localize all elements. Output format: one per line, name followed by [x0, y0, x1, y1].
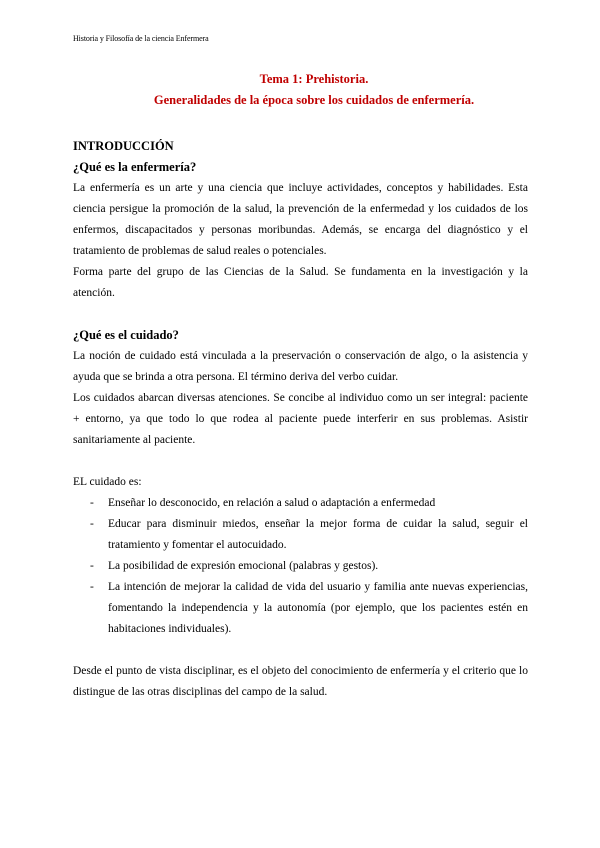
paragraph-care-scope: Los cuidados abarcan diversas atenciones. Se concibe al individuo como un ser integral: paciente + entorno, ya que todo lo que rodea al paciente puede interferir en sus problemas. Asistir sanitariamente al paciente.: [73, 392, 528, 446]
list-item-text: La intención de mejorar la calidad de vida del usuario y familia ante nuevas experiencias, fomentando la independencia y la autonomía (por ejemplo, que los pacientes estén en habitaciones individuales).: [108, 581, 528, 635]
question-heading-nursing: ¿Qué es la enfermería?: [73, 160, 197, 174]
bullet-dash: -: [90, 518, 94, 530]
document-body: [73, 136, 528, 703]
list-item: [73, 514, 528, 556]
care-list: [73, 493, 528, 640]
spacer: [73, 640, 528, 661]
list-item-text: La posibilidad de expresión emocional (palabras y gestos).: [108, 560, 379, 572]
list-item: [73, 577, 528, 640]
spacer: [73, 451, 528, 472]
closing-paragraph: Desde el punto de vista disciplinar, es el objeto del conocimiento de enfermería y el criterio que lo distingue de las otras disciplinas del campo de la salud.: [73, 665, 528, 698]
paragraph-nursing-definition: La enfermería es un arte y una ciencia que incluye actividades, conceptos y habilidades. Esta ciencia persigue la promoción de la salud, la prevención de la enfermedad y los cuidados de los enfermos, discapacitados y personas moribundas. Además, se encarga del diagnóstico y el tratamiento de problemas de salud reales o potenciales.: [73, 182, 528, 257]
bullet-dash: -: [90, 497, 94, 509]
spacer: [73, 304, 528, 325]
bullet-dash: -: [90, 581, 94, 593]
list-item: [73, 493, 528, 514]
topic-title: Tema 1: Prehistoria.: [259, 72, 369, 86]
topic-subtitle: Generalidades de la época sobre los cuidados de enfermería.: [153, 93, 475, 107]
paragraph-nursing-group: Forma parte del grupo de las Ciencias de la Salud. Se fundamenta en la investigación y la atención.: [73, 266, 528, 299]
list-item-text: Enseñar lo desconocido, en relación a salud o adaptación a enfermedad: [108, 497, 436, 509]
list-item-text: Educar para disminuir miedos, enseñar la mejor forma de cuidar la salud, seguir el tratamiento y fomentar el autocuidado.: [108, 518, 528, 551]
running-header: Historia y Filosofía de la ciencia Enfermera: [73, 34, 209, 43]
list-item: [73, 556, 528, 577]
list-intro: EL cuidado es:: [73, 476, 142, 488]
question-heading-care: ¿Qué es el cuidado?: [73, 328, 179, 342]
paragraph-care-notion: La noción de cuidado está vinculada a la preservación o conservación de algo, o la asistencia y ayuda que se brinda a otra persona. El término deriva del verbo cuidar.: [73, 350, 528, 383]
intro-heading: INTRODUCCIÓN: [73, 139, 174, 153]
title-block: [0, 69, 600, 111]
bullet-dash: -: [90, 560, 94, 572]
